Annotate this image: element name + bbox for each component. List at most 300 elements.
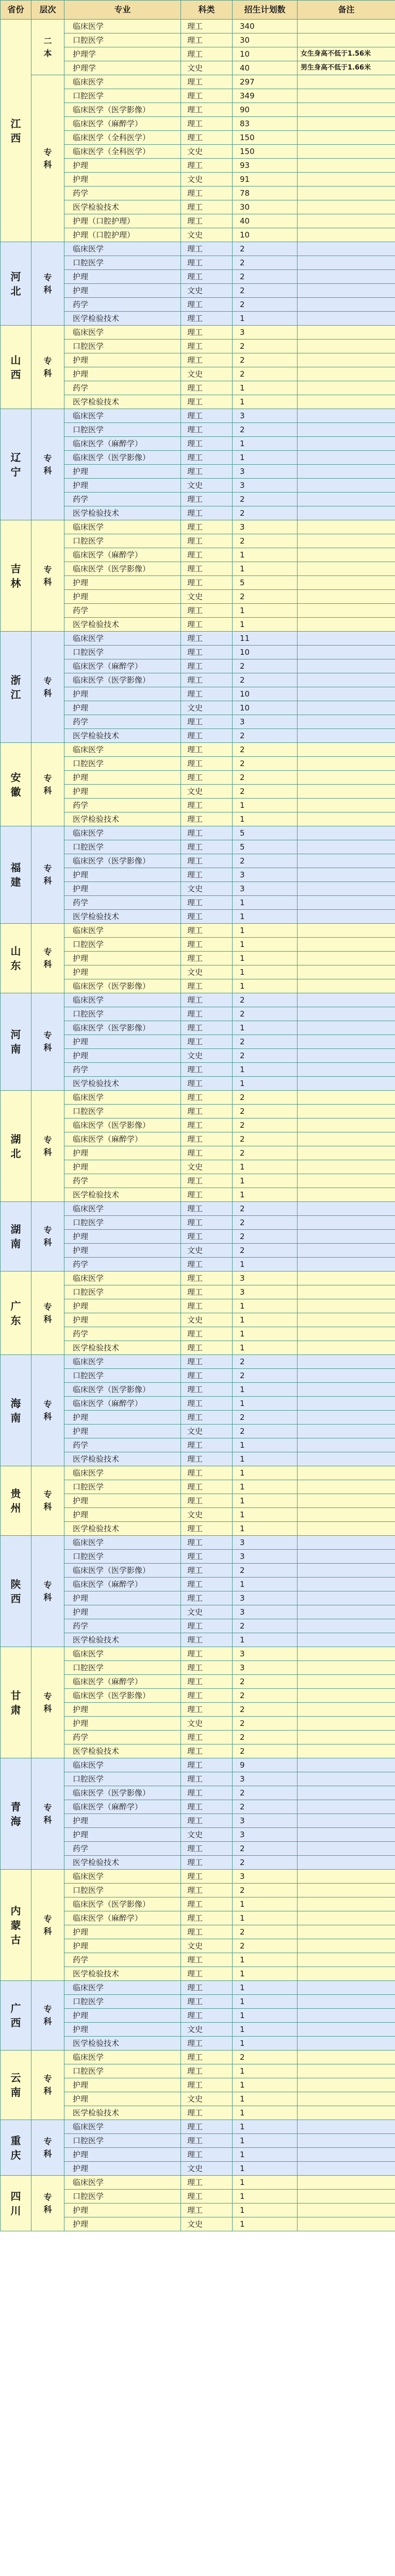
remarks-cell — [298, 1035, 395, 1049]
remarks-cell — [298, 659, 395, 673]
table-row — [1, 242, 395, 256]
major-cell: 临床医学（医学影像） — [64, 1689, 181, 1703]
remarks-cell — [298, 1661, 395, 1675]
level-label: 专科 — [43, 1301, 52, 1324]
category-cell: 文史 — [181, 1160, 233, 1174]
plan-count-cell: 2 — [233, 1230, 298, 1244]
category-cell: 理工 — [181, 1466, 233, 1480]
category-cell: 理工 — [181, 993, 233, 1007]
major-cell: 护理 — [64, 367, 181, 381]
plan-count-cell: 2 — [233, 493, 298, 506]
remarks-cell — [298, 604, 395, 618]
remarks-cell — [298, 1884, 395, 1897]
remarks-cell — [298, 729, 395, 743]
plan-count-cell: 2 — [233, 743, 298, 757]
province-name: 辽宁 — [10, 451, 21, 478]
remarks-cell — [298, 2050, 395, 2064]
level-cell — [31, 1466, 64, 1536]
remarks-cell — [298, 33, 395, 47]
category-cell: 理工 — [181, 1842, 233, 1856]
header-plan-count: 招生计划数 — [233, 1, 298, 20]
remarks-cell — [298, 687, 395, 701]
remarks-cell — [298, 826, 395, 840]
category-cell: 理工 — [181, 298, 233, 312]
category-cell: 文史 — [181, 2023, 233, 2037]
plan-count-cell: 2 — [233, 1049, 298, 1063]
plan-count-cell: 9 — [233, 1758, 298, 1772]
major-cell: 临床医学（麻醉学） — [64, 1800, 181, 1814]
major-cell: 临床医学 — [64, 1981, 181, 1995]
major-cell: 临床医学 — [64, 409, 181, 423]
major-cell: 临床医学（麻醉学） — [64, 437, 181, 451]
remarks-cell — [298, 1731, 395, 1744]
category-cell: 理工 — [181, 312, 233, 326]
category-cell: 理工 — [181, 1633, 233, 1647]
remarks-cell — [298, 256, 395, 270]
plan-count-cell: 1 — [233, 2190, 298, 2204]
major-cell: 药学 — [64, 896, 181, 910]
major-cell: 护理 — [64, 687, 181, 701]
remarks-cell — [298, 812, 395, 826]
plan-count-cell: 2 — [233, 1939, 298, 1953]
remarks-cell — [298, 757, 395, 771]
plan-count-cell: 2 — [233, 2050, 298, 2064]
plan-count-cell: 40 — [233, 214, 298, 228]
plan-count-cell: 83 — [233, 117, 298, 131]
category-cell: 理工 — [181, 1758, 233, 1772]
table-row — [1, 20, 395, 33]
province-name: 湖南 — [10, 1223, 21, 1250]
plan-count-cell: 1 — [233, 2078, 298, 2092]
major-cell: 护理 — [64, 868, 181, 882]
plan-count-cell: 1 — [233, 312, 298, 326]
level-label: 专科 — [43, 147, 52, 170]
plan-count-cell: 3 — [233, 1605, 298, 1619]
major-cell: 护理 — [64, 465, 181, 479]
plan-count-cell: 2 — [233, 340, 298, 353]
remarks-cell — [298, 117, 395, 131]
level-label: 专科 — [43, 1134, 52, 1157]
plan-count-cell: 3 — [233, 1536, 298, 1550]
remarks-cell — [298, 1425, 395, 1438]
plan-count-cell: 1 — [233, 2217, 298, 2231]
major-cell: 口腔医学 — [64, 33, 181, 47]
level-label: 专科 — [43, 564, 52, 587]
province-cell — [1, 1870, 31, 1981]
remarks-cell — [298, 1953, 395, 1967]
major-cell: 护理 — [64, 353, 181, 367]
level-cell — [31, 1272, 64, 1355]
category-cell: 理工 — [181, 103, 233, 117]
category-cell: 理工 — [181, 1272, 233, 1285]
plan-count-cell: 3 — [233, 409, 298, 423]
plan-count-cell: 3 — [233, 1591, 298, 1605]
plan-count-cell: 2 — [233, 757, 298, 771]
plan-count-cell: 2 — [233, 1035, 298, 1049]
plan-count-cell: 2 — [233, 1675, 298, 1689]
category-cell: 理工 — [181, 1063, 233, 1077]
plan-count-cell: 3 — [233, 882, 298, 896]
remarks-cell — [298, 1091, 395, 1105]
province-cell — [1, 1758, 31, 1870]
remarks-cell — [298, 2092, 395, 2106]
category-cell: 理工 — [181, 1480, 233, 1494]
major-cell: 护理 — [64, 2092, 181, 2106]
remarks-cell — [298, 840, 395, 854]
major-cell: 临床医学（麻醉学） — [64, 1675, 181, 1689]
remarks-cell — [298, 2106, 395, 2120]
category-cell: 文史 — [181, 1425, 233, 1438]
level-cell — [31, 520, 64, 632]
level-cell — [31, 409, 64, 520]
plan-count-cell: 1 — [233, 1077, 298, 1091]
category-cell: 理工 — [181, 2009, 233, 2023]
plan-count-cell: 1 — [233, 604, 298, 618]
major-cell: 护理 — [64, 284, 181, 298]
plan-count-cell: 1 — [233, 1299, 298, 1313]
major-cell: 护理 — [64, 1939, 181, 1953]
header-remarks: 备注 — [298, 1, 395, 20]
table-row — [1, 1536, 395, 1550]
remarks-cell — [298, 1772, 395, 1786]
category-cell: 理工 — [181, 562, 233, 576]
level-label: 专科 — [43, 1691, 52, 1714]
remarks-cell — [298, 1925, 395, 1939]
province-cell — [1, 924, 31, 993]
major-cell: 临床医学 — [64, 743, 181, 757]
major-cell: 药学 — [64, 1438, 181, 1452]
province-cell — [1, 632, 31, 743]
plan-count-cell: 1 — [233, 799, 298, 812]
remarks-cell — [298, 548, 395, 562]
plan-count-cell: 3 — [233, 1272, 298, 1285]
province-cell — [1, 20, 31, 242]
category-cell: 理工 — [181, 2050, 233, 2064]
remarks-cell — [298, 1285, 395, 1299]
category-cell: 理工 — [181, 1369, 233, 1383]
remarks-cell — [298, 1744, 395, 1758]
plan-count-cell: 3 — [233, 1661, 298, 1675]
remarks-cell — [298, 131, 395, 145]
major-cell: 护理 — [64, 1814, 181, 1828]
category-cell: 理工 — [181, 1619, 233, 1633]
remarks-cell — [298, 785, 395, 799]
remarks-cell — [298, 493, 395, 506]
plan-count-cell: 93 — [233, 159, 298, 173]
category-cell: 理工 — [181, 1146, 233, 1160]
level-label: 专科 — [43, 1225, 52, 1247]
plan-count-cell: 1 — [233, 395, 298, 409]
remarks-cell — [298, 75, 395, 89]
major-cell: 临床医学 — [64, 1355, 181, 1369]
plan-count-cell: 2 — [233, 534, 298, 548]
remarks-cell — [298, 312, 395, 326]
remarks-cell — [298, 1272, 395, 1285]
remarks-cell — [298, 673, 395, 687]
remarks-cell — [298, 1118, 395, 1132]
remarks-cell — [298, 20, 395, 33]
plan-count-cell: 2 — [233, 367, 298, 381]
remarks-cell — [298, 562, 395, 576]
category-cell: 理工 — [181, 381, 233, 395]
plan-count-cell: 2 — [233, 506, 298, 520]
category-cell: 理工 — [181, 1647, 233, 1661]
plan-count-cell: 297 — [233, 75, 298, 89]
category-cell: 理工 — [181, 840, 233, 854]
major-cell: 护理 — [64, 2078, 181, 2092]
level-cell — [31, 993, 64, 1091]
remarks-cell — [298, 159, 395, 173]
plan-count-cell: 10 — [233, 646, 298, 659]
category-cell: 理工 — [181, 1021, 233, 1035]
category-cell: 理工 — [181, 256, 233, 270]
plan-count-cell: 1 — [233, 924, 298, 938]
remarks-cell — [298, 2078, 395, 2092]
major-cell: 护理 — [64, 2023, 181, 2037]
remarks-cell — [298, 1174, 395, 1188]
level-label: 专科 — [43, 355, 52, 378]
table-body — [1, 20, 395, 2231]
major-cell: 临床医学 — [64, 20, 181, 33]
remarks-cell — [298, 590, 395, 604]
remarks-cell — [298, 1633, 395, 1647]
major-cell: 口腔医学 — [64, 1772, 181, 1786]
remarks-cell — [298, 1313, 395, 1327]
province-cell — [1, 1272, 31, 1355]
major-cell: 护理 — [64, 1494, 181, 1508]
remarks-cell — [298, 326, 395, 340]
major-cell: 护理 — [64, 2217, 181, 2231]
remarks-cell — [298, 1939, 395, 1953]
major-cell: 医学检验技术 — [64, 506, 181, 520]
remarks-cell — [298, 910, 395, 924]
plan-count-cell: 2 — [233, 1146, 298, 1160]
plan-count-cell: 1 — [233, 952, 298, 965]
plan-count-cell: 2 — [233, 1369, 298, 1383]
major-cell: 药学 — [64, 1327, 181, 1341]
province-cell — [1, 1647, 31, 1758]
level-cell — [31, 20, 64, 75]
plan-count-cell: 2 — [233, 1118, 298, 1132]
province-cell — [1, 826, 31, 924]
category-cell: 理工 — [181, 1035, 233, 1049]
plan-count-cell: 10 — [233, 701, 298, 715]
plan-count-cell: 2 — [233, 1925, 298, 1939]
category-cell: 理工 — [181, 1091, 233, 1105]
province-cell — [1, 409, 31, 520]
remarks-cell — [298, 2064, 395, 2078]
province-name: 山东 — [10, 945, 21, 972]
category-cell: 理工 — [181, 465, 233, 479]
province-name: 重庆 — [10, 2134, 21, 2161]
table-row — [1, 1758, 395, 1772]
level-cell — [31, 826, 64, 924]
plan-count-cell: 2 — [233, 1105, 298, 1118]
level-label: 专科 — [43, 1802, 52, 1825]
plan-count-cell: 1 — [233, 1508, 298, 1522]
level-cell — [31, 1091, 64, 1202]
remarks-cell — [298, 2009, 395, 2023]
plan-count-cell: 2 — [233, 1007, 298, 1021]
category-cell: 理工 — [181, 938, 233, 952]
major-cell: 护理 — [64, 882, 181, 896]
major-cell: 临床医学 — [64, 1272, 181, 1285]
major-cell: 药学 — [64, 1953, 181, 1967]
remarks-cell — [298, 1341, 395, 1355]
category-cell: 理工 — [181, 2037, 233, 2050]
major-cell: 医学检验技术 — [64, 2037, 181, 2050]
table-row — [1, 1202, 395, 1216]
province-cell — [1, 242, 31, 326]
header-category: 科类 — [181, 1, 233, 20]
category-cell: 理工 — [181, 1397, 233, 1411]
remarks-cell — [298, 979, 395, 993]
category-cell: 理工 — [181, 47, 233, 61]
major-cell: 临床医学 — [64, 924, 181, 938]
major-cell: 药学 — [64, 381, 181, 395]
plan-count-cell: 1 — [233, 896, 298, 910]
major-cell: 临床医学（医学影像） — [64, 103, 181, 117]
remarks-cell — [298, 89, 395, 103]
category-cell: 理工 — [181, 451, 233, 465]
remarks-cell — [298, 1202, 395, 1216]
major-cell: 口腔医学 — [64, 89, 181, 103]
category-cell: 理工 — [181, 1578, 233, 1591]
plan-count-cell: 2 — [233, 1202, 298, 1216]
category-cell: 理工 — [181, 2120, 233, 2134]
province-name: 河北 — [10, 270, 21, 297]
remarks-cell — [298, 145, 395, 159]
category-cell: 理工 — [181, 2204, 233, 2217]
major-cell: 护理学 — [64, 47, 181, 61]
plan-count-cell: 2 — [233, 771, 298, 785]
plan-count-cell: 1 — [233, 1383, 298, 1397]
major-cell: 临床医学 — [64, 520, 181, 534]
remarks-cell — [298, 1480, 395, 1494]
province-name: 安徽 — [10, 771, 21, 798]
plan-count-cell: 1 — [233, 1633, 298, 1647]
plan-count-cell: 2 — [233, 423, 298, 437]
province-name: 山西 — [10, 353, 21, 381]
level-label: 专科 — [43, 1399, 52, 1421]
category-cell: 理工 — [181, 200, 233, 214]
remarks-cell — [298, 1981, 395, 1995]
major-cell: 药学 — [64, 493, 181, 506]
plan-count-cell: 30 — [233, 200, 298, 214]
category-cell: 理工 — [181, 409, 233, 423]
plan-count-cell: 1 — [233, 618, 298, 632]
remarks-cell — [298, 1216, 395, 1230]
plan-count-cell: 1 — [233, 1438, 298, 1452]
major-cell: 护理 — [64, 2009, 181, 2023]
level-cell — [31, 75, 64, 242]
category-cell: 理工 — [181, 326, 233, 340]
plan-count-cell: 2 — [233, 1717, 298, 1731]
category-cell: 文史 — [181, 367, 233, 381]
table-row — [1, 1647, 395, 1661]
category-cell: 理工 — [181, 1327, 233, 1341]
plan-count-cell: 2 — [233, 284, 298, 298]
category-cell: 文史 — [181, 1049, 233, 1063]
province-name: 广东 — [10, 1299, 21, 1327]
category-cell: 理工 — [181, 1452, 233, 1466]
level-label: 专科 — [43, 1030, 52, 1053]
major-cell: 临床医学（麻醉学） — [64, 1132, 181, 1146]
plan-count-cell: 2 — [233, 729, 298, 743]
remarks-cell — [298, 479, 395, 493]
major-cell: 临床医学（医学影像） — [64, 854, 181, 868]
category-cell: 理工 — [181, 2134, 233, 2148]
category-cell: 理工 — [181, 618, 233, 632]
remarks-cell — [298, 1369, 395, 1383]
major-cell: 护理学 — [64, 61, 181, 75]
major-cell: 临床医学（医学影像） — [64, 979, 181, 993]
table-row — [1, 2050, 395, 2064]
level-label: 专科 — [43, 1913, 52, 1936]
remarks-cell — [298, 409, 395, 423]
category-cell: 文史 — [181, 1939, 233, 1953]
major-cell: 口腔医学 — [64, 938, 181, 952]
major-cell: 临床医学 — [64, 75, 181, 89]
remarks-cell — [298, 214, 395, 228]
category-cell: 理工 — [181, 1953, 233, 1967]
province-cell — [1, 520, 31, 632]
province-name: 湖北 — [10, 1132, 21, 1160]
remarks-cell — [298, 576, 395, 590]
category-cell: 文史 — [181, 1717, 233, 1731]
plan-count-cell: 1 — [233, 1967, 298, 1981]
category-cell: 理工 — [181, 1132, 233, 1146]
remarks-cell — [298, 1619, 395, 1633]
plan-count-cell: 2 — [233, 854, 298, 868]
major-cell: 护理 — [64, 1425, 181, 1438]
plan-count-cell: 2 — [233, 1411, 298, 1425]
plan-count-cell: 1 — [233, 910, 298, 924]
category-cell: 理工 — [181, 799, 233, 812]
category-cell: 理工 — [181, 1188, 233, 1202]
plan-count-cell: 1 — [233, 2037, 298, 2050]
level-label: 专科 — [43, 675, 52, 698]
category-cell: 理工 — [181, 1411, 233, 1425]
province-name: 陕西 — [10, 1578, 21, 1605]
remarks-cell — [298, 381, 395, 395]
category-cell: 理工 — [181, 493, 233, 506]
plan-count-cell: 2 — [233, 1564, 298, 1578]
major-cell: 临床医学 — [64, 1536, 181, 1550]
category-cell: 理工 — [181, 2190, 233, 2204]
plan-count-cell: 3 — [233, 326, 298, 340]
category-cell: 理工 — [181, 1884, 233, 1897]
table-row — [1, 326, 395, 340]
remarks-cell — [298, 2023, 395, 2037]
category-cell: 理工 — [181, 757, 233, 771]
remarks-cell — [298, 1494, 395, 1508]
remarks-cell — [298, 1466, 395, 1480]
remarks-cell — [298, 1077, 395, 1091]
province-cell — [1, 1466, 31, 1536]
plan-count-cell: 150 — [233, 145, 298, 159]
category-cell: 理工 — [181, 1897, 233, 1911]
level-cell — [31, 1758, 64, 1870]
plan-count-cell: 1 — [233, 2162, 298, 2176]
plan-count-cell: 2 — [233, 1856, 298, 1870]
plan-count-cell: 1 — [233, 548, 298, 562]
province-cell — [1, 1355, 31, 1466]
remarks-cell — [298, 2204, 395, 2217]
category-cell: 文史 — [181, 173, 233, 187]
plan-count-cell: 150 — [233, 131, 298, 145]
major-cell: 临床医学 — [64, 826, 181, 840]
